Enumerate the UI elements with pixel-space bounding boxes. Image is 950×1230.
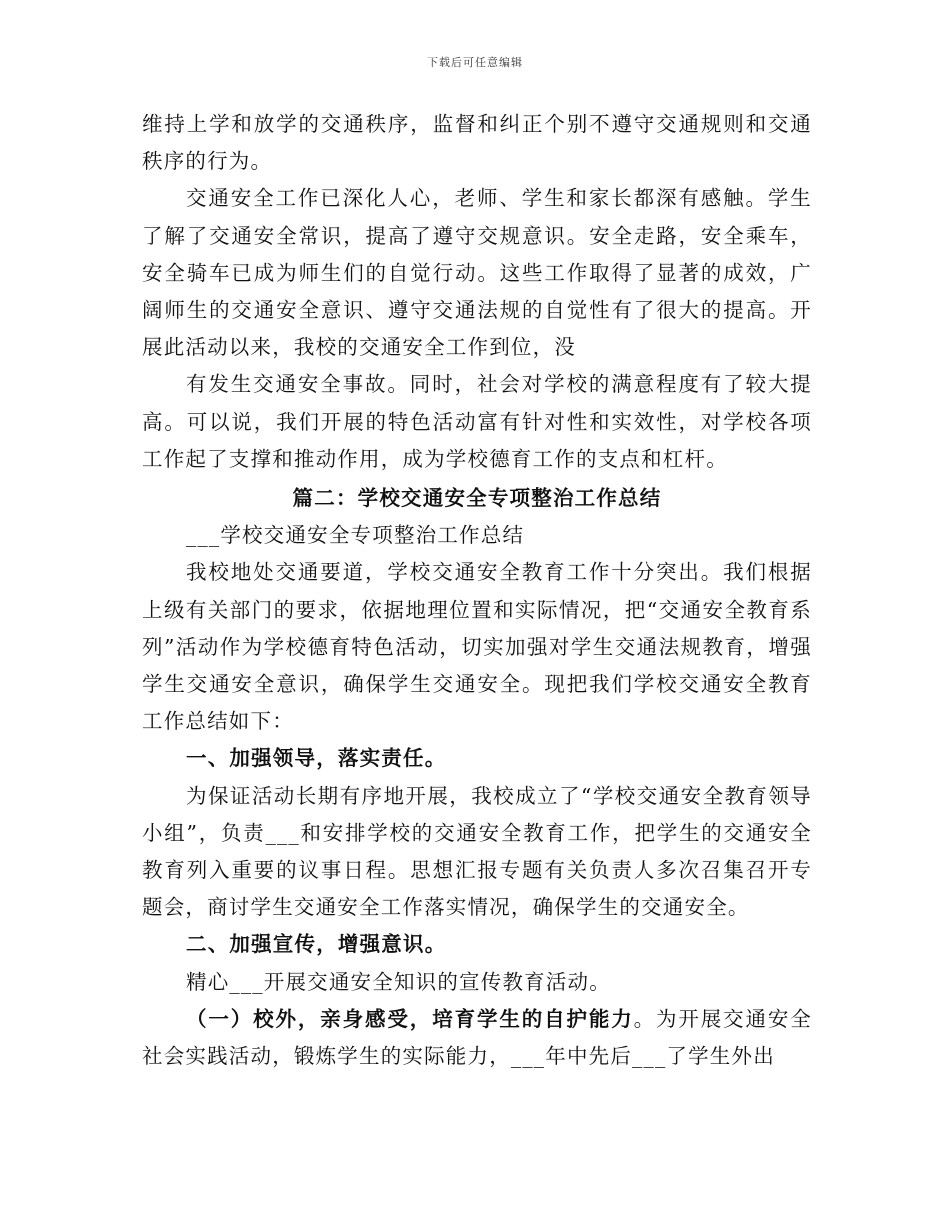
paragraph-1: 维持上学和放学的交通秩序，监督和纠正个别不遵守交通规则和交通秩序的行为。 [142, 112, 812, 174]
paragraph-3: 有发生交通安全事故。同时，社会对学校的满意程度有了较大提高。可以说，我们开展的特色活动富有针对性和实效性，对学校各项工作起了支撑和推动作用，成为学校德育工作的支点和杠杆。 [142, 372, 812, 471]
paragraph-8 [142, 1001, 812, 1075]
paragraph-8-bold: （一）校外，亲身感受，培育学生的自护能力 [186, 1006, 634, 1031]
document-body [142, 106, 812, 1075]
heading-2: 二、加强宣传，增强意识。 [186, 932, 447, 957]
section-title: 篇二：学校交通安全专项整治工作总结 [292, 486, 662, 511]
page-header: 下载后可任意编辑 [427, 56, 523, 69]
paragraph-2: 交通安全工作已深化人心，老师、学生和家长都深有感触。学生了解了交通安全常识，提高了遵守交规意识。安全走路，安全乘车，安全骑车已成为师生们的自觉行动。这些工作取得了显著的成效，广阔师生的交通安全意识、遵守交通法规的自觉性有了很大的提高。开展此活动以来，我校的交通安全工作到位，没 [142, 186, 812, 360]
paragraph-7: 精心___开展交通安全知识的宣传教育活动。 [186, 969, 611, 994]
paragraph-5: 我校地处交通要道，学校交通安全教育工作十分突出。我们根据上级有关部门的要求，依据地理位置和实际情况，把“交通安全教育系列”活动作为学校德育特色活动，切实加强对学生交通法规教育，增强学生交通安全意识，确保学生交通安全。现把我们学校交通安全教育工作总结如下： [142, 560, 812, 734]
heading-1: 一、加强领导，落实责任。 [186, 746, 447, 771]
paragraph-6: 为保证活动长期有序地开展，我校成立了“学校交通安全教育领导小组”，负责___和安排学校的交通安全教育工作，把学生的交通安全教育列入重要的议事日程。思想汇报专题有关负责人多次召集召开专题会，商讨学生交通安全工作落实情况，确保学生的交通安全。 [142, 783, 812, 920]
paragraph-8-rest: 。为开展交通安全社会实践活动，锻炼学生的实际能力，___年中先后___了学生外出 [142, 1006, 812, 1069]
paragraph-4: ___学校交通安全专项整治工作总结 [186, 523, 525, 548]
